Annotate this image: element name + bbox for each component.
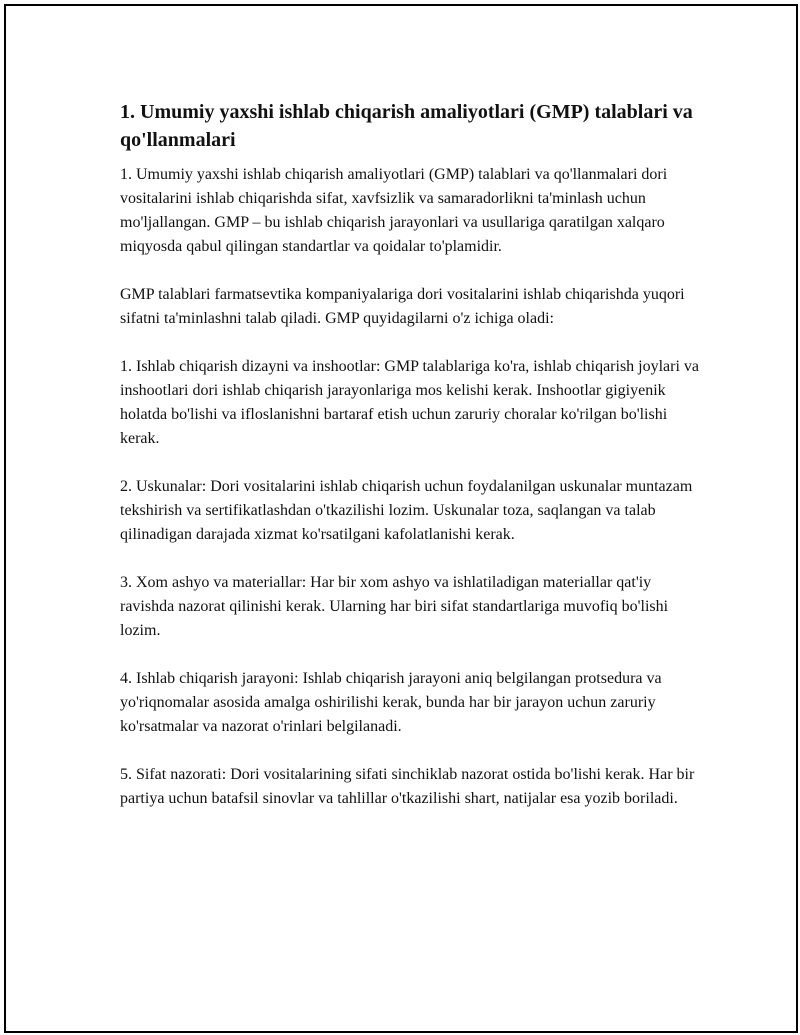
list-item-production-process: 4. Ishlab chiqarish jarayoni: Ishlab chiqarish jarayoni aniq belgilangan protsedura va yo'riqnomalar asosida amalga oshirilishi kerak, bunda har bir jarayon uchun zaruriy ko'rsatmalar va nazorat o'rinlari belgilanadi. [120,670,662,735]
list-item-production-design: 1. Ishlab chiqarish dizayni va inshootlar: GMP talablariga ko'ra, ishlab chiqarish joylari va inshootlari dori ishlab chiqarish jarayonlariga mos kelishi kerak. Inshootlar gigiyenik holatda bo'lishi va ifloslanishni bartaraf etish uchun zaruriy choralar ko'rilgan bo'lishi kerak. [120,358,700,447]
list-item-equipment: 2. Uskunalar: Dori vositalarini ishlab chiqarish uchun foydalanilgan uskunalar muntazam tekshirish va sertifikatlashdan o'tkazilishi lozim. Uskunalar toza, saqlangan va talab qilinadigan darajada xizmat ko'rsatilgani kafolatlanishi kerak. [120,478,693,543]
intro-paragraph: 1. Umumiy yaxshi ishlab chiqarish amaliyotlari (GMP) talablari va qo'llanmalari dori vositalarini ishlab chiqarishda sifat, xavfsizlik va samaradorlikni ta'minlash uchun mo'ljallangan. GMP – bu ishlab chiqarish jarayonlari va usullariga qaratilgan xalqaro miqyosda qabul qilingan standartlar va qoidalar to'plamidir. [120,166,668,255]
list-item-raw-materials: 3. Xom ashyo va materiallar: Har bir xom ashyo va ishlatiladigan materiallar qat'iy ravishda nazorat qilinishi kerak. Ularning har biri sifat standartlariga muvofiq bo'lishi lozim. [120,574,669,639]
gmp-requirements-paragraph: GMP talablari farmatsevtika kompaniyalariga dori vositalarini ishlab chiqarishda yuqori sifatni ta'minlashni talab qiladi. GMP quyidagilarni o'z ichiga oladi: [120,286,685,327]
list-item-quality-control: 5. Sifat nazorati: Dori vositalarining sifati sinchiklab nazorat ostida bo'lishi kerak. Har bir partiya uchun batafsil sinovlar va tahlillar o'tkazilishi shart, natijalar esa yozib boriladi. [120,766,695,807]
page-frame [4,4,798,1033]
document-heading: 1. Umumiy yaxshi ishlab chiqarish amaliyotlari (GMP) talablari va qo'llanmalari [120,101,693,151]
document-body [120,98,700,835]
